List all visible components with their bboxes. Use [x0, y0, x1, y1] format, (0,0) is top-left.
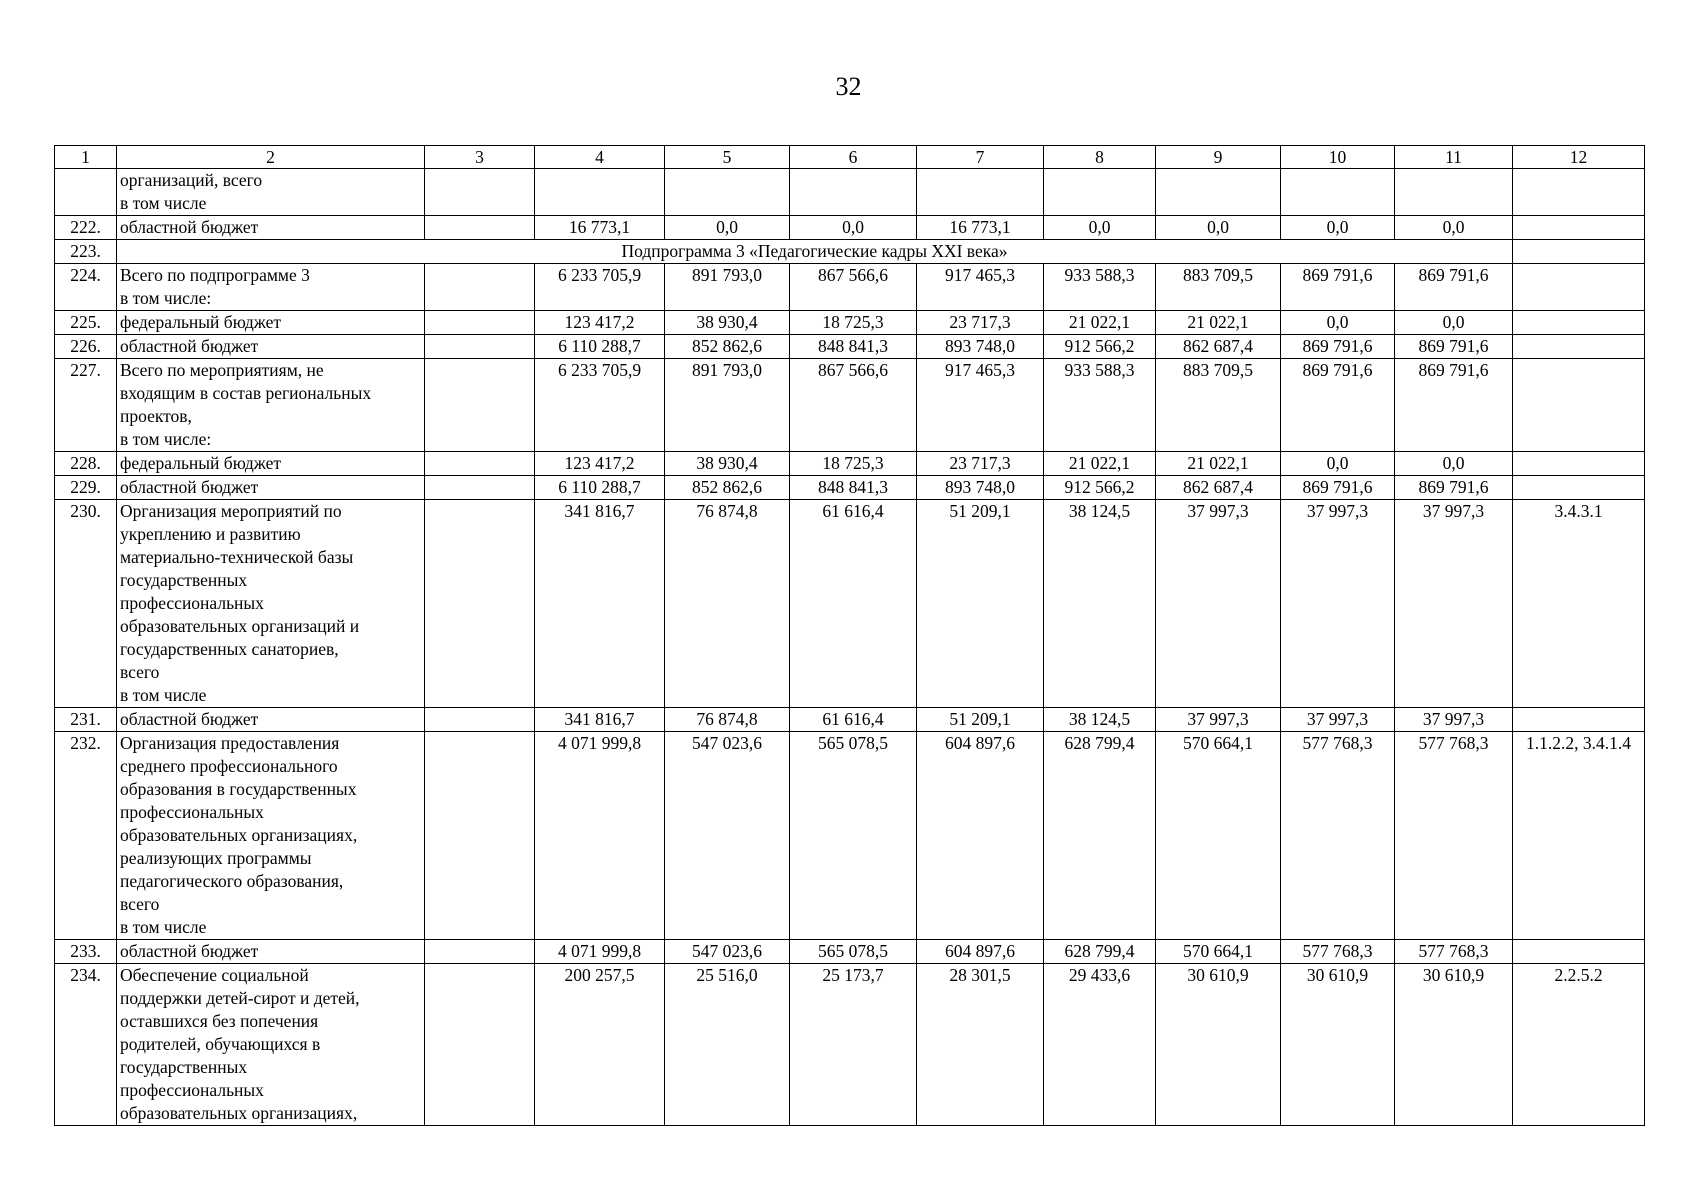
column-3-cell [425, 964, 535, 1126]
column-header-9: 9 [1156, 146, 1281, 169]
amount-cell: 6 233 705,9 [535, 359, 665, 452]
column-3-cell [425, 452, 535, 476]
amount-cell: 869 791,6 [1281, 359, 1395, 452]
row-number: 225. [55, 311, 117, 335]
row-description: областной бюджет [117, 940, 425, 964]
column-3-cell [425, 335, 535, 359]
reference-cell [1513, 940, 1645, 964]
row-number: 233. [55, 940, 117, 964]
amount-cell: 577 768,3 [1281, 732, 1395, 940]
column-3-cell [425, 169, 535, 216]
amount-cell: 18 725,3 [790, 452, 917, 476]
reference-cell: 2.2.5.2 [1513, 964, 1645, 1126]
amount-cell: 852 862,6 [665, 335, 790, 359]
amount-cell: 6 233 705,9 [535, 264, 665, 311]
amount-cell: 628 799,4 [1044, 940, 1156, 964]
amount-cell: 16 773,1 [917, 216, 1044, 240]
column-header-1: 1 [55, 146, 117, 169]
amount-cell: 869 791,6 [1395, 264, 1513, 311]
amount-cell: 30 610,9 [1156, 964, 1281, 1126]
amount-cell: 869 791,6 [1395, 359, 1513, 452]
row-description: Обеспечение социальной поддержки детей-сирот и детей, оставшихся без попечения родителей, обучающихся в государственных профессиональных образовательных организациях, [117, 964, 425, 1126]
table-row [55, 311, 1645, 335]
section-heading: Подпрограмма 3 «Педагогические кадры XXI века» [117, 240, 1513, 264]
column-number-row [55, 146, 1645, 169]
amount-cell: 869 791,6 [1395, 335, 1513, 359]
amount-cell [1156, 169, 1281, 216]
amount-cell: 869 791,6 [1395, 476, 1513, 500]
column-3-cell [425, 708, 535, 732]
empty-cell [1513, 240, 1645, 264]
budget-table [54, 145, 1645, 1126]
row-description: областной бюджет [117, 216, 425, 240]
table-body [55, 169, 1645, 1126]
amount-cell: 0,0 [665, 216, 790, 240]
amount-cell: 848 841,3 [790, 476, 917, 500]
amount-cell: 0,0 [1281, 452, 1395, 476]
amount-cell: 38 124,5 [1044, 500, 1156, 708]
amount-cell: 0,0 [1156, 216, 1281, 240]
row-number: 232. [55, 732, 117, 940]
table-row [55, 359, 1645, 452]
amount-cell: 933 588,3 [1044, 264, 1156, 311]
row-number: 230. [55, 500, 117, 708]
amount-cell: 29 433,6 [1044, 964, 1156, 1126]
table-row [55, 500, 1645, 708]
amount-cell: 123 417,2 [535, 311, 665, 335]
reference-cell [1513, 216, 1645, 240]
row-description: областной бюджет [117, 476, 425, 500]
column-3-cell [425, 940, 535, 964]
amount-cell: 21 022,1 [1156, 452, 1281, 476]
row-description: Организация предоставления среднего профессионального образования в государственных профессиональных образовательных организациях, реализующих программы педагогического образования, всего в том числе [117, 732, 425, 940]
row-description: федеральный бюджет [117, 452, 425, 476]
row-number: 226. [55, 335, 117, 359]
column-header-7: 7 [917, 146, 1044, 169]
amount-cell: 628 799,4 [1044, 732, 1156, 940]
amount-cell: 38 930,4 [665, 452, 790, 476]
amount-cell: 547 023,6 [665, 732, 790, 940]
amount-cell: 38 930,4 [665, 311, 790, 335]
amount-cell: 0,0 [1395, 311, 1513, 335]
amount-cell: 604 897,6 [917, 732, 1044, 940]
amount-cell: 25 173,7 [790, 964, 917, 1126]
column-3-cell [425, 359, 535, 452]
column-3-cell [425, 216, 535, 240]
amount-cell: 30 610,9 [1281, 964, 1395, 1126]
amount-cell: 867 566,6 [790, 359, 917, 452]
amount-cell: 891 793,0 [665, 359, 790, 452]
amount-cell: 869 791,6 [1281, 476, 1395, 500]
row-description: Всего по мероприятиям, не входящим в состав региональных проектов, в том числе: [117, 359, 425, 452]
amount-cell: 869 791,6 [1281, 264, 1395, 311]
row-number: 228. [55, 452, 117, 476]
reference-cell [1513, 169, 1645, 216]
amount-cell: 0,0 [1281, 311, 1395, 335]
row-description: организаций, всего в том числе [117, 169, 425, 216]
amount-cell: 4 071 999,8 [535, 940, 665, 964]
amount-cell: 862 687,4 [1156, 335, 1281, 359]
amount-cell: 16 773,1 [535, 216, 665, 240]
table-row [55, 216, 1645, 240]
table-row [55, 169, 1645, 216]
amount-cell: 51 209,1 [917, 708, 1044, 732]
amount-cell: 38 124,5 [1044, 708, 1156, 732]
reference-cell: 3.4.3.1 [1513, 500, 1645, 708]
amount-cell: 867 566,6 [790, 264, 917, 311]
amount-cell [535, 169, 665, 216]
reference-cell [1513, 359, 1645, 452]
table-row [55, 964, 1645, 1126]
amount-cell: 341 816,7 [535, 708, 665, 732]
amount-cell: 25 516,0 [665, 964, 790, 1126]
amount-cell: 23 717,3 [917, 311, 1044, 335]
column-3-cell [425, 311, 535, 335]
row-number: 229. [55, 476, 117, 500]
amount-cell: 917 465,3 [917, 264, 1044, 311]
amount-cell: 862 687,4 [1156, 476, 1281, 500]
amount-cell: 6 110 288,7 [535, 335, 665, 359]
column-header-6: 6 [790, 146, 917, 169]
row-number [55, 169, 117, 216]
amount-cell [917, 169, 1044, 216]
row-description: областной бюджет [117, 708, 425, 732]
amount-cell: 4 071 999,8 [535, 732, 665, 940]
amount-cell: 21 022,1 [1044, 311, 1156, 335]
table-row [55, 476, 1645, 500]
amount-cell: 570 664,1 [1156, 732, 1281, 940]
table-row [55, 264, 1645, 311]
amount-cell: 869 791,6 [1281, 335, 1395, 359]
reference-cell: 1.1.2.2, 3.4.1.4 [1513, 732, 1645, 940]
amount-cell: 0,0 [1395, 452, 1513, 476]
amount-cell: 21 022,1 [1156, 311, 1281, 335]
column-header-2: 2 [117, 146, 425, 169]
amount-cell: 6 110 288,7 [535, 476, 665, 500]
amount-cell: 883 709,5 [1156, 264, 1281, 311]
amount-cell: 61 616,4 [790, 500, 917, 708]
amount-cell: 565 078,5 [790, 940, 917, 964]
column-header-8: 8 [1044, 146, 1156, 169]
reference-cell [1513, 708, 1645, 732]
column-header-3: 3 [425, 146, 535, 169]
amount-cell: 912 566,2 [1044, 335, 1156, 359]
amount-cell: 883 709,5 [1156, 359, 1281, 452]
amount-cell: 917 465,3 [917, 359, 1044, 452]
amount-cell: 18 725,3 [790, 311, 917, 335]
amount-cell [1281, 169, 1395, 216]
amount-cell: 28 301,5 [917, 964, 1044, 1126]
page-number: 32 [835, 72, 862, 101]
amount-cell: 76 874,8 [665, 708, 790, 732]
amount-cell: 0,0 [790, 216, 917, 240]
amount-cell: 37 997,3 [1281, 708, 1395, 732]
row-number: 222. [55, 216, 117, 240]
amount-cell: 123 417,2 [535, 452, 665, 476]
column-header-5: 5 [665, 146, 790, 169]
row-number: 231. [55, 708, 117, 732]
table-row [55, 452, 1645, 476]
amount-cell: 37 997,3 [1395, 500, 1513, 708]
amount-cell: 577 768,3 [1395, 940, 1513, 964]
amount-cell: 37 997,3 [1156, 708, 1281, 732]
row-number: 223. [55, 240, 117, 264]
row-description: Всего по подпрограмме 3 в том числе: [117, 264, 425, 311]
column-3-cell [425, 264, 535, 311]
amount-cell: 200 257,5 [535, 964, 665, 1126]
amount-cell: 577 768,3 [1395, 732, 1513, 940]
amount-cell: 912 566,2 [1044, 476, 1156, 500]
table-row [55, 708, 1645, 732]
column-header-11: 11 [1395, 146, 1513, 169]
column-3-cell [425, 476, 535, 500]
amount-cell: 30 610,9 [1395, 964, 1513, 1126]
reference-cell [1513, 476, 1645, 500]
amount-cell: 76 874,8 [665, 500, 790, 708]
amount-cell: 848 841,3 [790, 335, 917, 359]
amount-cell: 0,0 [1044, 216, 1156, 240]
row-number: 224. [55, 264, 117, 311]
amount-cell: 37 997,3 [1395, 708, 1513, 732]
amount-cell: 577 768,3 [1281, 940, 1395, 964]
amount-cell: 341 816,7 [535, 500, 665, 708]
amount-cell: 893 748,0 [917, 335, 1044, 359]
amount-cell: 0,0 [1395, 216, 1513, 240]
amount-cell: 604 897,6 [917, 940, 1044, 964]
amount-cell [790, 169, 917, 216]
column-3-cell [425, 500, 535, 708]
row-number: 234. [55, 964, 117, 1126]
reference-cell [1513, 452, 1645, 476]
amount-cell [1395, 169, 1513, 216]
amount-cell: 565 078,5 [790, 732, 917, 940]
amount-cell: 21 022,1 [1044, 452, 1156, 476]
amount-cell: 852 862,6 [665, 476, 790, 500]
column-header-10: 10 [1281, 146, 1395, 169]
row-description: Организация мероприятий по укреплению и развитию материально-технической базы государственных профессиональных образовательных организаций и государственных санаториев, всего в том числе [117, 500, 425, 708]
reference-cell [1513, 264, 1645, 311]
table-row [55, 732, 1645, 940]
reference-cell [1513, 311, 1645, 335]
column-3-cell [425, 732, 535, 940]
amount-cell [665, 169, 790, 216]
row-description: федеральный бюджет [117, 311, 425, 335]
amount-cell: 933 588,3 [1044, 359, 1156, 452]
amount-cell: 23 717,3 [917, 452, 1044, 476]
amount-cell: 61 616,4 [790, 708, 917, 732]
amount-cell: 51 209,1 [917, 500, 1044, 708]
amount-cell: 0,0 [1281, 216, 1395, 240]
amount-cell: 893 748,0 [917, 476, 1044, 500]
column-header-4: 4 [535, 146, 665, 169]
row-description: областной бюджет [117, 335, 425, 359]
amount-cell: 547 023,6 [665, 940, 790, 964]
table-row [55, 240, 1645, 264]
column-header-12: 12 [1513, 146, 1645, 169]
row-number: 227. [55, 359, 117, 452]
amount-cell: 37 997,3 [1156, 500, 1281, 708]
table-row [55, 940, 1645, 964]
reference-cell [1513, 335, 1645, 359]
amount-cell: 37 997,3 [1281, 500, 1395, 708]
table-row [55, 335, 1645, 359]
amount-cell: 891 793,0 [665, 264, 790, 311]
amount-cell: 570 664,1 [1156, 940, 1281, 964]
amount-cell [1044, 169, 1156, 216]
